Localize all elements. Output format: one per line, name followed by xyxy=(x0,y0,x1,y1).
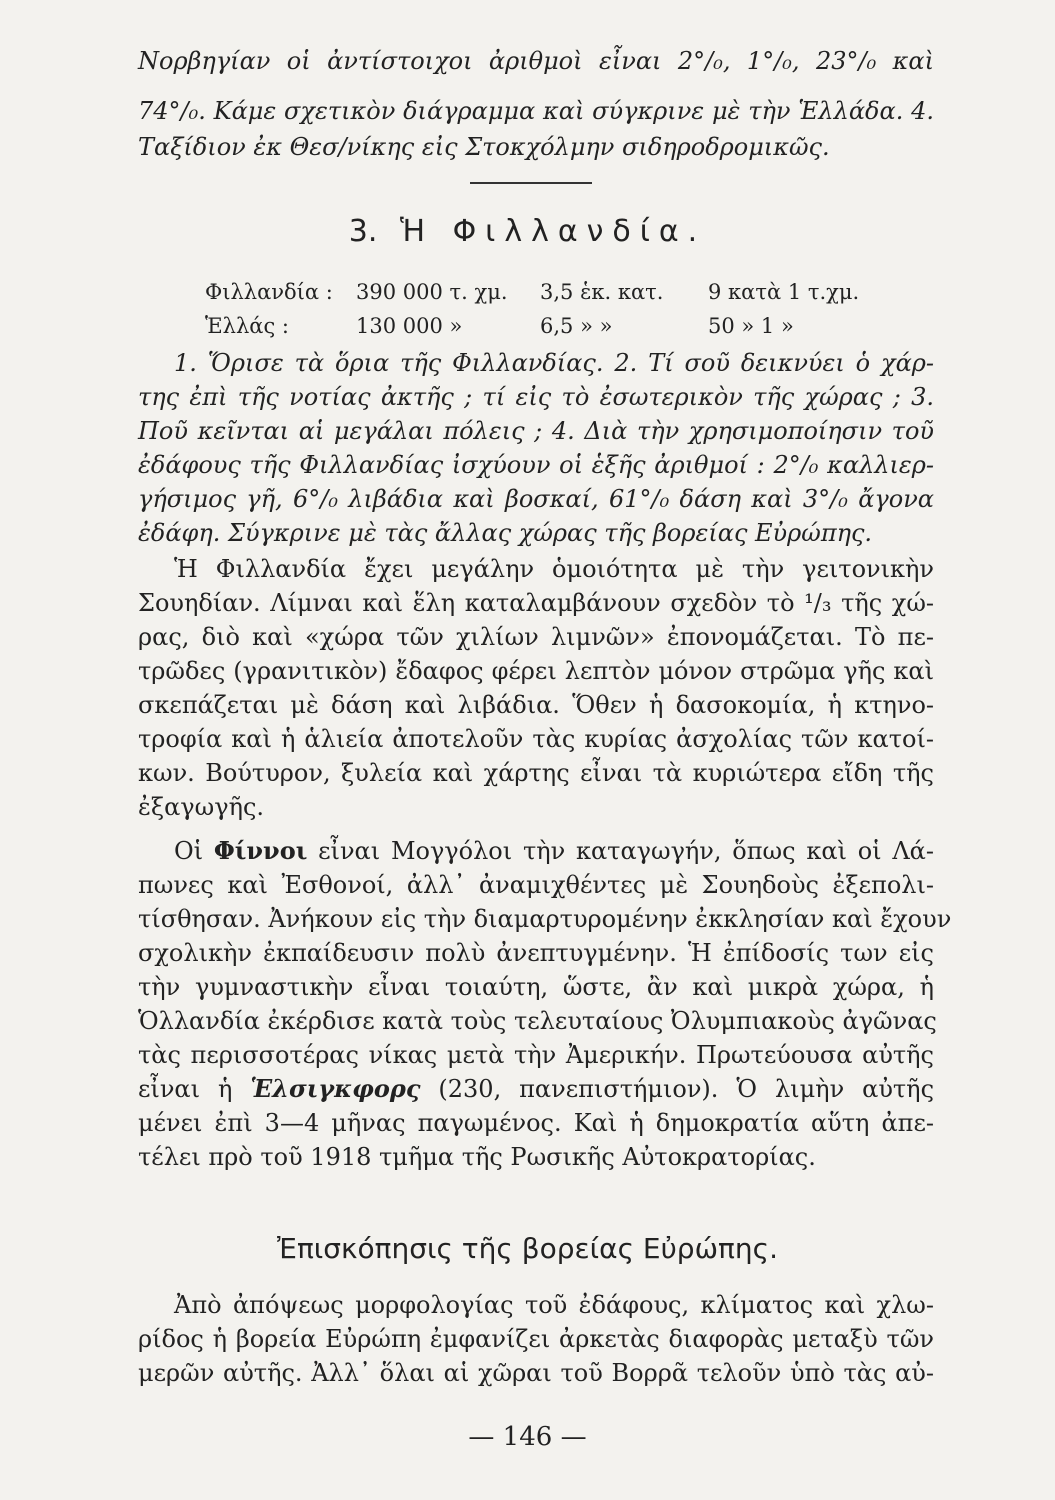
comparison-table xyxy=(0,280,1055,348)
paragraph-line: τίσθησαν. Ἀνήκουν εἰς τὴν διαμαρτυρομένην ἐκκλησίαν καὶ ἔχουν xyxy=(138,905,952,933)
paragraph-line: πωνες καὶ Ἐσθονοί, ἀλλ᾽ ἀναμιχθέντες μὲ Σουηδοὺς ἐξεπολι- xyxy=(138,871,934,899)
paragraph-line: τὴν γυμναστικὴν εἶναι τοιαύτη, ὥστε, ἂν καὶ μικρὰ χώρα, ἡ xyxy=(138,973,934,1001)
paragraph-line: μερῶν αὐτῆς. Ἀλλ᾽ ὅλαι αἱ χῶραι τοῦ Βορρᾶ τελοῦν ὑπὸ τὰς αὐ- xyxy=(138,1359,934,1387)
exercise-line: 1. Ὅρισε τὰ ὅρια τῆς Φιλλανδίας. 2. Τί σοῦ δεικνύει ὁ χάρ- xyxy=(174,349,934,377)
area-cell: 130 000 » xyxy=(356,314,463,338)
exercise-line: γήσιμος γῆ, 6°/₀ λιβάδια καὶ βοσκαί, 61°/₀ δάση καὶ 3°/₀ ἄγονα xyxy=(138,485,934,513)
paragraph-line: μένει ἐπὶ 3—4 μῆνας παγωμένος. Καὶ ἡ δημοκρατία αὕτη ἀπε- xyxy=(138,1109,934,1137)
table-row xyxy=(0,314,1055,348)
paragraph-line: Ἀπὸ ἀπόψεως μορφολογίας τοῦ ἐδάφους, κλίματος καὶ χλω- xyxy=(174,1291,934,1319)
overview-heading: Ἐπισκόπησις τῆς βορείας Εὐρώπης. xyxy=(277,1232,778,1265)
area-cell: 390 000 τ. χμ. xyxy=(356,280,508,304)
text-line: 74°/₀. Κάμε σχετικὸν διάγραμμα καὶ σύγκρινε μὲ τὴν Ἑλλάδα. 4. xyxy=(138,97,934,125)
exercise-line: της ἐπὶ τῆς νοτίας ἀκτῆς ; τί εἰς τὸ ἐσωτερικὸν τῆς χώρας ; 3. xyxy=(138,383,934,411)
country-cell: Ἑλλάς : xyxy=(205,314,289,338)
paragraph-line: Ὁλλανδία ἐκέρδισε κατὰ τοὺς τελευταίους Ὀλυμπιακοὺς ἀγῶνας xyxy=(138,1007,937,1035)
exercise-line: ἐδάφη. Σύγκρινε μὲ τὰς ἄλλας χώρας τῆς βορείας Εὐρώπης. xyxy=(138,519,873,547)
section-title: Ἡ Φιλλανδία. xyxy=(399,214,707,249)
paragraph-line: τροφία καὶ ἡ ἁλιεία ἀποτελοῦν τὰς κυρίας ἀσχολίας τῶν κατοί- xyxy=(138,725,934,753)
section-number: 3. xyxy=(348,214,378,249)
paragraph-line: Οἱ Φίννοι εἶναι Μογγόλοι τὴν καταγωγήν, ὅπως καὶ οἱ Λά- xyxy=(174,836,935,865)
page-number: — 146 — xyxy=(468,1422,587,1452)
country-cell: Φιλλανδία : xyxy=(205,280,333,304)
exercise-line: ἐδάφους τῆς Φιλλανδίας ἰσχύουν οἱ ἑξῆς ἀριθμοί : 2°/₀ καλλιερ- xyxy=(138,451,934,479)
paragraph-line: Σουηδίαν. Λίμναι καὶ ἕλη καταλαμβάνουν σχεδὸν τὸ ¹/₃ τῆς χώ- xyxy=(138,589,934,617)
text-line: Ταξίδιον ἐκ Θεσ/νίκης εἰς Στοκχόλμην σιδηροδρομικῶς. xyxy=(138,133,830,161)
paragraph-line: τὰς περισσοτέρας νίκας μετὰ τὴν Ἀμερικήν. Πρωτεύουσα αὐτῆς xyxy=(138,1041,934,1069)
paragraph-line: ρίδος ἡ βορεία Εὐρώπη ἐμφανίζει ἀρκετὰς διαφορὰς μεταξὺ τῶν xyxy=(138,1325,934,1353)
paragraph-line: τέλει πρὸ τοῦ 1918 τμῆμα τῆς Ρωσικῆς Αὐτοκρατορίας. xyxy=(138,1143,816,1171)
population-cell: 3,5 ἑκ. κατ. xyxy=(540,280,664,304)
exercise-line: Ποῦ κεῖνται αἱ μεγάλαι πόλεις ; 4. Διὰ τὴν χρησιμοποίησιν τοῦ xyxy=(138,417,934,445)
paragraph-line: κων. Βούτυρον, ξυλεία καὶ χάρτης εἶναι τὰ κυριώτερα εἴδη τῆς xyxy=(138,759,934,787)
paragraph-line: σχολικὴν ἐκπαίδευσιν πολὺ ἀνεπτυγμένην. Ἡ ἐπίδοσίς των εἰς xyxy=(138,939,934,967)
paragraph-line: ρας, διὸ καὶ «χώρα τῶν χιλίων λιμνῶν» ἐπονομάζεται. Τὸ πε- xyxy=(138,623,934,651)
divider xyxy=(470,182,592,184)
paragraph-line: Ἡ Φιλλανδία ἔχει μεγάλην ὁμοιότητα μὲ τὴν γειτονικὴν xyxy=(174,555,934,583)
density-cell: 50 » 1 » xyxy=(708,314,794,338)
paragraph-line: εἶναι ἡ Ἑλσιγκφορς (230, πανεπιστήμιον). Ὁ λιμὴν αὐτῆς xyxy=(138,1074,935,1103)
text-line: Νορβηγίαν οἱ ἀντίστοιχοι ἀριθμοὶ εἶναι 2°/₀, 1°/₀, 23°/₀ καὶ xyxy=(138,47,934,75)
bold-term: Φίννοι xyxy=(213,836,308,865)
table-row xyxy=(0,280,1055,314)
paragraph-line: σκεπάζεται μὲ δάση καὶ λιβάδια. Ὅθεν ἡ δασοκομία, ἡ κτηνο- xyxy=(138,691,934,719)
section-heading xyxy=(0,214,1055,249)
population-cell: 6,5 » » xyxy=(540,314,613,338)
paragraph-line: τρῶδες (γρανιτικὸν) ἔδαφος φέρει λεπτὸν μόνον στρῶμα γῆς καὶ xyxy=(138,657,934,685)
density-cell: 9 κατὰ 1 τ.χμ. xyxy=(708,280,860,304)
paragraph-line: ἐξαγωγῆς. xyxy=(138,793,265,821)
bold-term: Ἑλσιγκφορς xyxy=(250,1074,421,1103)
